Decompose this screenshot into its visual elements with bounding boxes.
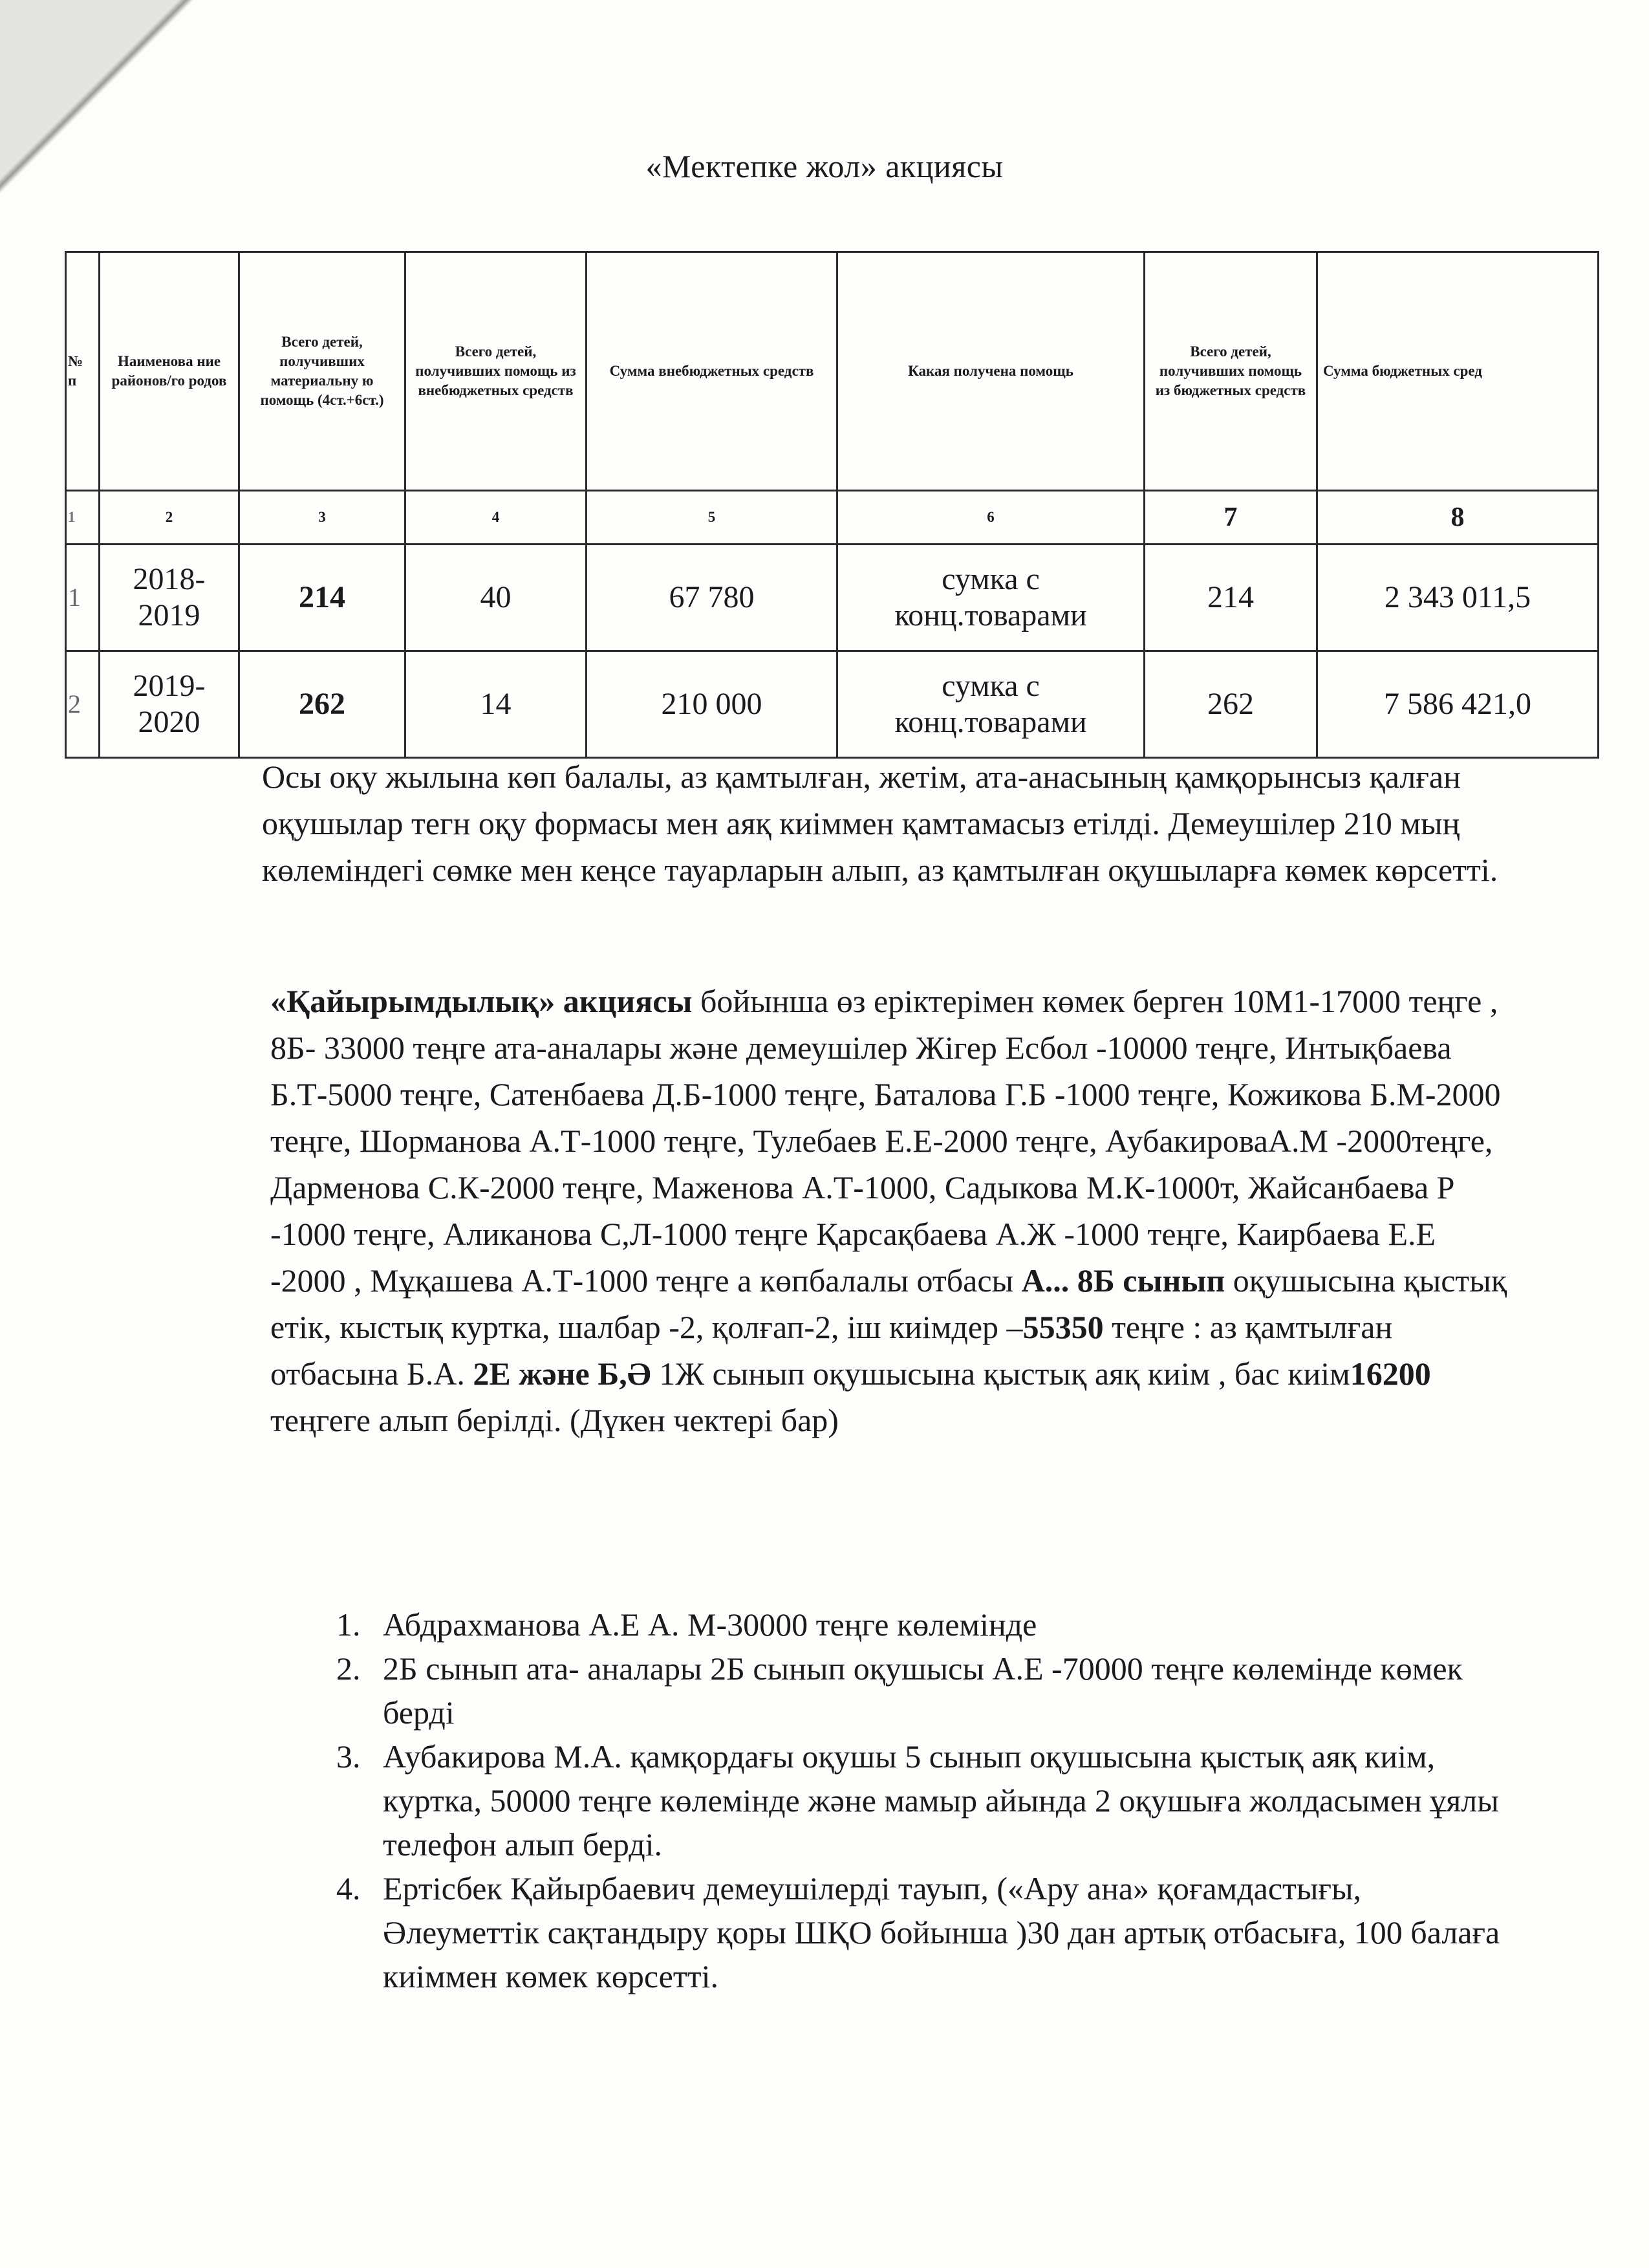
list-item xyxy=(336,1647,1520,1734)
document-title: «Мектепке жол» акциясы xyxy=(645,148,1004,184)
list-item xyxy=(336,1603,1520,1647)
column-number: 5 xyxy=(587,491,837,545)
list-item xyxy=(336,1866,1520,1998)
year-cell: 2018-2019 xyxy=(100,545,239,651)
charity-text: 1Ж сынып оқушысына қыстық аяқ киім , бас киім xyxy=(651,1355,1350,1392)
column-number: 2 xyxy=(100,491,239,545)
extra-count-cell: 40 xyxy=(405,545,587,651)
list-number: 4. xyxy=(336,1870,361,1906)
help-cell: сумка с конц.товарами xyxy=(837,651,1145,758)
extra-sum-cell: 210 000 xyxy=(587,651,837,758)
charity-text: теңгеге алып берілді. (Дүкен чектері бар) xyxy=(270,1402,839,1438)
charity-bold: А... 8Б сынып xyxy=(1021,1262,1225,1299)
list-text: 2Б сынып ата- аналары 2Б сынып оқушысы А.Е -70000 теңге көлемінде көмек берді xyxy=(383,1650,1463,1731)
header-cell: Всего детей, получивших помощь из внебюджетных средств xyxy=(405,252,587,491)
charity-bold: 16200 xyxy=(1350,1355,1431,1392)
total-cell: 262 xyxy=(239,651,405,758)
paragraph-school-aid: Осы оқу жылына көп балалы, аз қамтылған, жетім, ата-анасының қамқорынсыз қалған оқушылар тегн оқу формасы мен аяқ киіммен қамтамасыз етілді. Демеушілер 210 мың көлеміндегі сөмке мен кеңсе тауарларын алып, аз қамтылған оқушыларға көмек көрсетті. xyxy=(262,759,1498,888)
header-cell: № п xyxy=(66,252,100,491)
table-header-row xyxy=(66,252,1599,491)
budget-count-cell: 214 xyxy=(1145,545,1317,651)
row-number: 2 xyxy=(66,651,100,758)
budget-sum-cell: 2 343 011,5 xyxy=(1317,545,1599,651)
total-cell: 214 xyxy=(239,545,405,651)
column-number: 7 xyxy=(1145,491,1317,545)
charity-text: бойынша өз еріктерімен көмек берген 10М1-17000 теңге , 8Б- 33000 теңге ата-аналары және демеушілер Жігер Есбол -10000 теңге, Интықбаева Б.Т-5000 теңге, Сатенбаева Д.Б-1000 теңге, Баталова Г.Б -1000 теңге, Кожикова Б.М-2000 теңге, Шорманова А.Т-1000 теңге, Тулебаев Е.Е-2000 теңге, АубакироваА.М -2000теңге, Дарменова С.К-2000 теңге, Маженова А.Т-1000, Садыкова М.К-1000т, Жайсанбаева Р -1000 теңге, Аликанова С,Л-1000 теңге Қарсақбаева А.Ж -1000 теңге, Каирбаева Е.Е -2000 , Мұқашева А.Т-1000 теңге а көпбалалы отбасы xyxy=(270,983,1501,1299)
help-cell: сумка с конц.товарами xyxy=(837,545,1145,651)
extra-sum-cell: 67 780 xyxy=(587,545,837,651)
budget-count-cell: 262 xyxy=(1145,651,1317,758)
header-cell: Всего детей, получивших материальну ю помощь (4ст.+6ст.) xyxy=(239,252,405,491)
table-number-row xyxy=(66,491,1599,545)
list-item xyxy=(336,1734,1520,1866)
header-cell: Сумма внебюджетных средств xyxy=(587,252,837,491)
paragraph-charity xyxy=(270,978,1518,1443)
header-cell: Всего детей, получивших помощь из бюджетных средств xyxy=(1145,252,1317,491)
charity-bold: 55350 xyxy=(1022,1309,1104,1345)
charity-lead: «Қайырымдылық» акциясы xyxy=(270,983,693,1019)
budget-sum-cell: 7 586 421,0 xyxy=(1317,651,1599,758)
table-row xyxy=(66,545,1599,651)
extra-count-cell: 14 xyxy=(405,651,587,758)
list-number: 3. xyxy=(336,1738,361,1775)
year-cell: 2019-2020 xyxy=(100,651,239,758)
sponsor-list xyxy=(336,1603,1520,1998)
column-number: 6 xyxy=(837,491,1145,545)
column-number: 4 xyxy=(405,491,587,545)
charity-text: теңге : аз қамтылған отбасына Б.А. xyxy=(270,1309,1393,1392)
charity-bold: 2Е және Б,Ә xyxy=(473,1355,651,1392)
header-cell: Наименова ние районов/го родов xyxy=(100,252,239,491)
list-text: Аубакирова М.А. қамқордағы оқушы 5 сынып оқушысына қыстық аяқ киім, куртка, 50000 теңге көлемінде және мамыр айында 2 оқушыға жолдасымен ұялы телефон алып берді. xyxy=(383,1738,1499,1863)
list-number: 2. xyxy=(336,1650,361,1687)
list-text: Абдрахманова А.Е А. М-30000 теңге көлемінде xyxy=(383,1606,1037,1643)
list-number: 1. xyxy=(336,1606,361,1643)
list-text: Ертісбек Қайырбаевич демеушілерді тауып, («Ару ана» қоғамдастығы, Әлеуметтік сақтандыру қоры ШҚО бойынша )30 дан артық отбасыға, 100 балаға киіммен көмек көрсетті. xyxy=(383,1870,1500,1994)
table-row xyxy=(66,651,1599,758)
column-number: 8 xyxy=(1317,491,1599,545)
header-cell: Сумма бюджетных сред xyxy=(1317,252,1599,491)
header-cell: Какая получена помощь xyxy=(837,252,1145,491)
charity-text: оқушысына қыстық етік, кыстық куртка, шалбар -2, қолғап-2, іш киімдер – xyxy=(270,1262,1507,1345)
column-number: 3 xyxy=(239,491,405,545)
row-number: 1 xyxy=(66,545,100,651)
column-number: 1 xyxy=(66,491,100,545)
aid-table xyxy=(65,251,1599,759)
